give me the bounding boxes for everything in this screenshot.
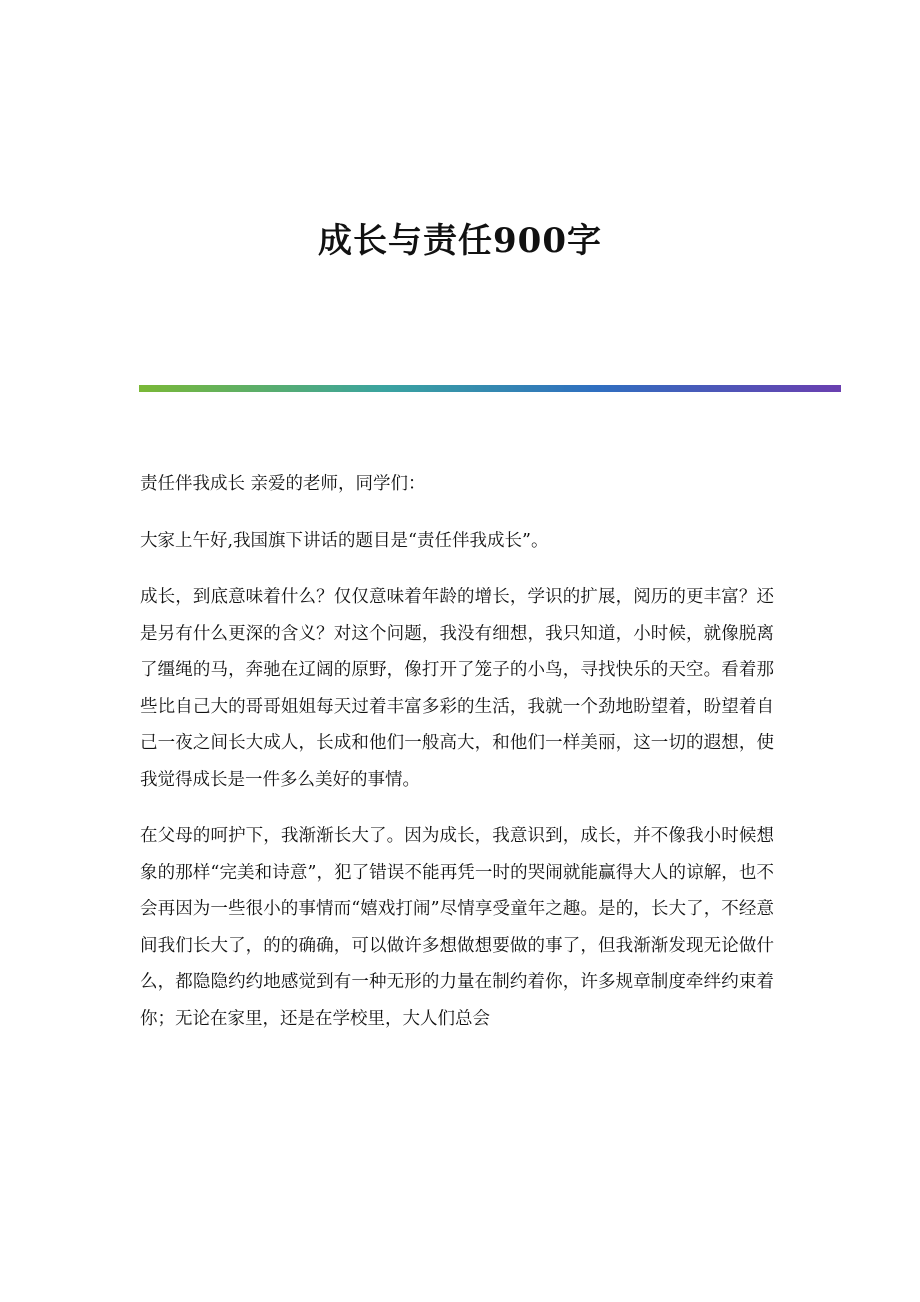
paragraph-growth: 成长，到底意味着什么？仅仅意味着年龄的增长，学识的扩展，阅历的更丰富？还是另有什么更深的含义？对这个问题，我没有细想，我只知道，小时候，就像脱离了缰绳的马，奔驰在辽阔的原野，像打开了笼子的小鸟，寻找快乐的天空。看着那些比自己大的哥哥姐姐每天过着丰富多彩的生活，我就一个劲地盼望着，盼望着自己一夜之间长大成人，长成和他们一般高大，和他们一样美丽，这一切的遐想，使我觉得成长是一件多么美好的事情。 (140, 587, 774, 790)
paragraph-responsibility: 在父母的呵护下，我渐渐长大了。因为成长，我意识到，成长，并不像我小时候想象的那样“完美和诗意”，犯了错误不能再凭一时的哭闹就能赢得大人的谅解，也不会再因为一些很小的事情而“嬉戏打闹”尽情享受童年之趣。是的，长大了，不经意间我们长大了，的的确确，可以做许多想做想要做的事了，但我渐渐发现无论做什么，都隐隐约约地感觉到有一种无形的力量在制约着你，许多规章制度牵绊约束着你；无论在家里，还是在学校里，大人们总会 (140, 826, 774, 1029)
paragraph-intro: 大家上午好,我国旗下讲话的题目是“责任伴我成长”。 (140, 530, 549, 551)
document-body (140, 466, 774, 1057)
document-title: 成长与责任900字 (318, 221, 602, 261)
title-divider (139, 385, 841, 392)
paragraph-greeting: 责任伴我成长 亲爱的老师，同学们： (140, 474, 426, 494)
